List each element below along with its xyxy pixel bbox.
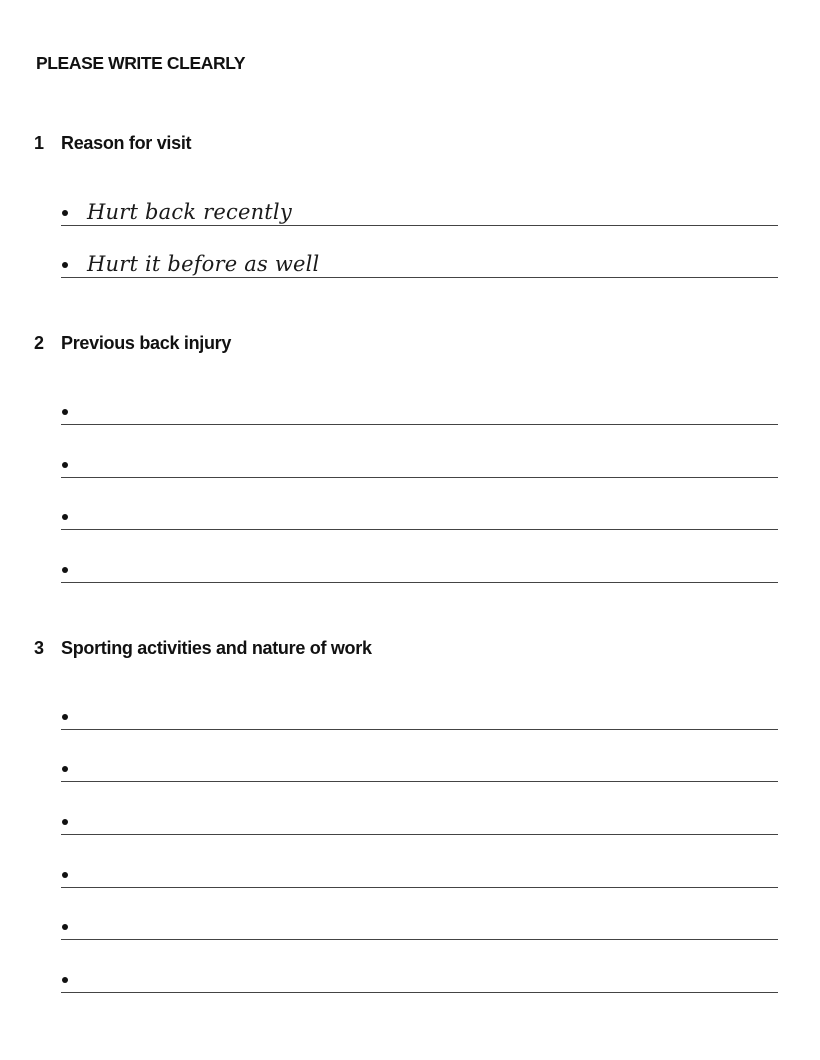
answer-line[interactable] <box>61 741 778 782</box>
answer-line[interactable] <box>61 542 778 583</box>
bullet-icon <box>62 262 68 268</box>
section-3-number: 3 <box>34 638 44 658</box>
bullet-icon <box>62 819 68 825</box>
answer-line[interactable] <box>61 237 778 278</box>
bullet-icon <box>62 766 68 772</box>
bullet-icon <box>62 714 68 720</box>
bullet-icon <box>62 210 68 216</box>
bullet-icon <box>62 514 68 520</box>
answer-line[interactable] <box>61 952 778 993</box>
bullet-icon <box>62 409 68 415</box>
section-2-number: 2 <box>34 333 44 353</box>
bullet-icon <box>62 872 68 878</box>
bullet-icon <box>62 977 68 983</box>
answer-line[interactable] <box>61 794 778 835</box>
answer-line[interactable] <box>61 384 778 425</box>
section-1-number: 1 <box>34 133 44 153</box>
section-3-title: Sporting activities and nature of work <box>61 638 372 658</box>
section-2-heading <box>34 333 231 354</box>
bullet-icon <box>62 924 68 930</box>
form-instruction: PLEASE WRITE CLEARLY <box>36 53 246 73</box>
answer-line[interactable] <box>61 185 778 226</box>
section-1-title: Reason for visit <box>61 133 192 153</box>
answer-line[interactable] <box>61 437 778 478</box>
answer-line[interactable] <box>61 689 778 730</box>
answer-line[interactable] <box>61 489 778 530</box>
bullet-icon <box>62 462 68 468</box>
section-3-heading <box>34 638 372 659</box>
handwritten-answer: Hurt it before as well <box>87 252 320 276</box>
section-1-heading <box>34 133 191 154</box>
answer-line[interactable] <box>61 847 778 888</box>
bullet-icon <box>62 567 68 573</box>
answer-line[interactable] <box>61 899 778 940</box>
handwritten-answer: Hurt back recently <box>87 200 292 224</box>
section-2-title: Previous back injury <box>61 333 232 353</box>
